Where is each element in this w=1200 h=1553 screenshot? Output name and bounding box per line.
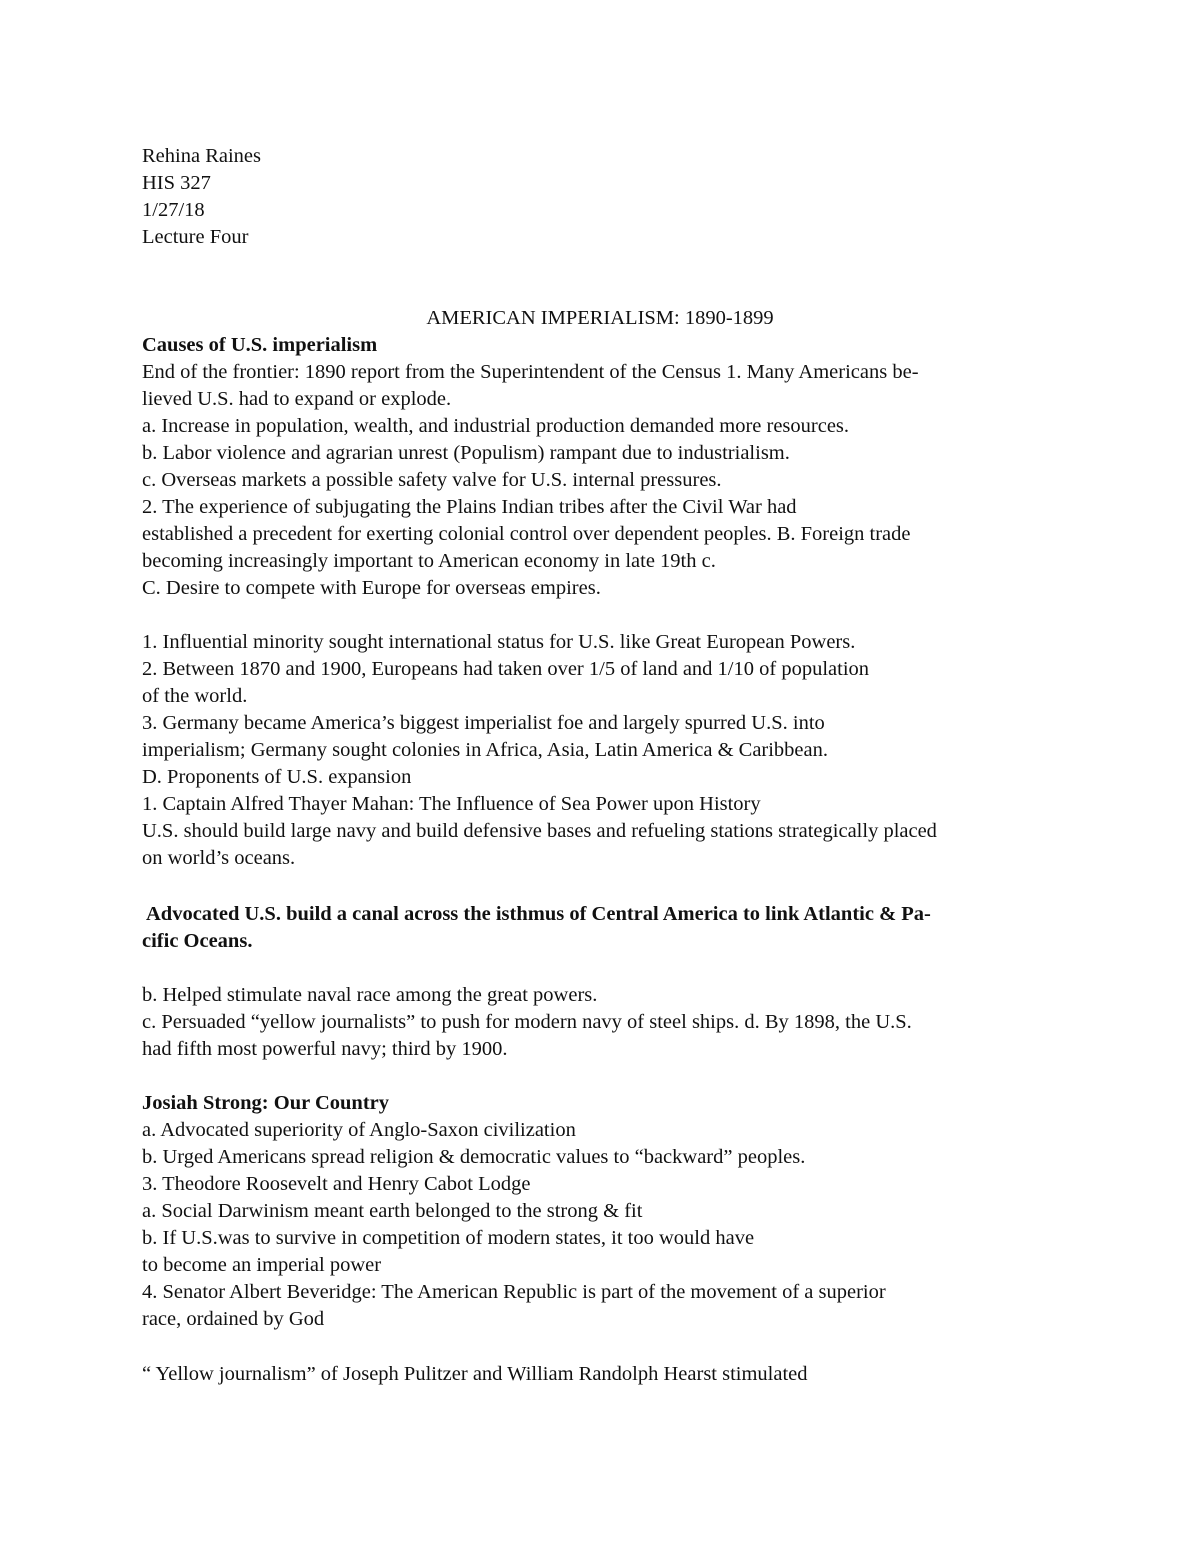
text-line: had fifth most powerful navy; third by 1900. <box>142 1038 508 1060</box>
text-line: a. Increase in population, wealth, and industrial production demanded more resources. <box>142 415 850 437</box>
text-line-final: “ Yellow journalism” of Joseph Pulitzer and William Randolph Hearst stimulated <box>142 1363 808 1385</box>
text-line: established a precedent for exerting colonial control over dependent peoples. B. Foreign trade <box>142 523 911 545</box>
text-line: 1. Influential minority sought international status for U.S. like Great European Powers. <box>142 631 856 653</box>
text-line: U.S. should build large navy and build defensive bases and refueling stations strategically placed <box>142 820 937 842</box>
text-line: lieved U.S. had to expand or explode. <box>142 388 452 410</box>
text-line: D. Proponents of U.S. expansion <box>142 766 412 788</box>
text-line: becoming increasingly important to American economy in late 19th c. <box>142 550 716 572</box>
text-line: 3. Theodore Roosevelt and Henry Cabot Lodge <box>142 1173 531 1195</box>
text-line: 4. Senator Albert Beveridge: The American Republic is part of the movement of a superior <box>142 1281 886 1303</box>
text-line: on world’s oceans. <box>142 847 296 869</box>
text-line: a. Advocated superiority of Anglo-Saxon civilization <box>142 1119 576 1141</box>
text-line: b. Labor violence and agrarian unrest (Populism) rampant due to industrialism. <box>142 442 790 464</box>
lecture-label: Lecture Four <box>142 226 249 248</box>
text-line: 3. Germany became America’s biggest imperialist foe and largely spurred U.S. into <box>142 712 825 734</box>
text-line: of the world. <box>142 685 248 707</box>
course-code: HIS 327 <box>142 172 211 194</box>
text-line: b. Urged Americans spread religion & democratic values to “backward” peoples. <box>142 1146 806 1168</box>
text-line: C. Desire to compete with Europe for overseas empires. <box>142 577 601 599</box>
section-heading-causes: Causes of U.S. imperialism <box>142 334 378 356</box>
author-name: Rehina Raines <box>142 145 261 167</box>
text-line: 2. The experience of subjugating the Plains Indian tribes after the Civil War had <box>142 496 797 518</box>
text-line: to become an imperial power <box>142 1254 382 1276</box>
document-title: AMERICAN IMPERIALISM: 1890-1899 <box>426 307 774 329</box>
text-line: End of the frontier: 1890 report from the Superintendent of the Census 1. Many Americans be- <box>142 361 919 383</box>
text-line: b. Helped stimulate naval race among the great powers. <box>142 984 598 1006</box>
canal-statement: Advocated U.S. build a canal across the isthmus of Central America to link Atlantic & Pa- <box>146 903 931 925</box>
text-line: race, ordained by God <box>142 1308 325 1330</box>
text-line: 1. Captain Alfred Thayer Mahan: The Influence of Sea Power upon History <box>142 793 761 815</box>
canal-statement-cont: cific Oceans. <box>142 930 253 952</box>
document-date: 1/27/18 <box>142 199 205 221</box>
section-heading-strong: Josiah Strong: Our Country <box>142 1092 389 1114</box>
text-line: imperialism; Germany sought colonies in Africa, Asia, Latin America & Caribbean. <box>142 739 829 761</box>
text-line: c. Overseas markets a possible safety valve for U.S. internal pressures. <box>142 469 722 491</box>
text-line: a. Social Darwinism meant earth belonged to the strong & fit <box>142 1200 643 1222</box>
text-line: c. Persuaded “yellow journalists” to push for modern navy of steel ships. d. By 1898, the U.S. <box>142 1011 912 1033</box>
text-line: b. If U.S.was to survive in competition of modern states, it too would have <box>142 1227 755 1249</box>
text-line: 2. Between 1870 and 1900, Europeans had taken over 1/5 of land and 1/10 of population <box>142 658 870 680</box>
